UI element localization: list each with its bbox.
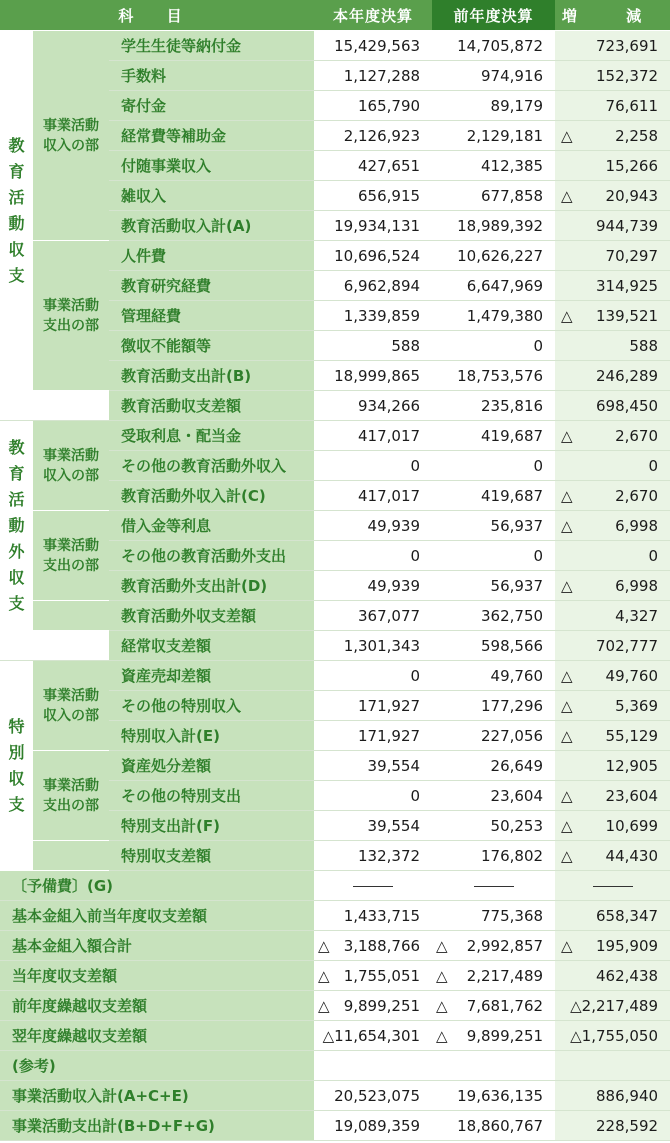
- value-previous: 14,705,872: [432, 31, 555, 61]
- value-current: 49,939: [314, 511, 432, 541]
- value-change: △ 49,760: [555, 661, 670, 691]
- table-row: [0, 511, 670, 541]
- value-change: △2,217,489: [555, 991, 670, 1021]
- value-current: 1,301,343: [314, 631, 432, 661]
- row-label: 翌年度繰越収支差額: [0, 1021, 314, 1051]
- value-previous: △ 9,899,251: [432, 1021, 555, 1051]
- row-label: 資産処分差額: [109, 751, 314, 781]
- value-current: 10,696,524: [314, 241, 432, 271]
- value-current: 19,089,359: [314, 1111, 432, 1141]
- section-edu: 教 育 活 動 収 支: [0, 31, 33, 391]
- row-label: 管理経費: [109, 301, 314, 331]
- row-label: 〔予備費〕(G): [0, 871, 314, 901]
- header-previous: 前年度決算: [432, 0, 555, 31]
- value-previous: 0: [432, 541, 555, 571]
- value-current: 6,962,894: [314, 271, 432, 301]
- row-label: 寄付金: [109, 91, 314, 121]
- value-current: [314, 871, 432, 901]
- value-change: △ 2,258: [555, 121, 670, 151]
- value-current: 15,429,563: [314, 31, 432, 61]
- row-label: 雑収入: [109, 181, 314, 211]
- value-previous: 18,989,392: [432, 211, 555, 241]
- table-row: [0, 931, 670, 961]
- value-previous: [432, 871, 555, 901]
- group-nonedu-expense: 事業活動 支出の部: [33, 511, 109, 601]
- group-special-income: 事業活動 収入の部: [33, 661, 109, 751]
- value-change: △ 10,699: [555, 811, 670, 841]
- value-change: 886,940: [555, 1081, 670, 1111]
- value-current: △ 1,755,051: [314, 961, 432, 991]
- header-current: 本年度決算: [314, 0, 432, 31]
- value-change: △ 2,670: [555, 481, 670, 511]
- value-change: 944,739: [555, 211, 670, 241]
- value-previous: 227,056: [432, 721, 555, 751]
- value-current: 656,915: [314, 181, 432, 211]
- row-label: 当年度収支差額: [0, 961, 314, 991]
- value-previous: 2,129,181: [432, 121, 555, 151]
- group-nonedu-income: 事業活動 収入の部: [33, 421, 109, 511]
- value-current: 39,554: [314, 811, 432, 841]
- value-change: 723,691: [555, 31, 670, 61]
- value-change: 702,777: [555, 631, 670, 661]
- value-current: 0: [314, 541, 432, 571]
- value-change: 15,266: [555, 151, 670, 181]
- value-change: △ 20,943: [555, 181, 670, 211]
- value-change: 76,611: [555, 91, 670, 121]
- value-previous: 974,916: [432, 61, 555, 91]
- value-change: 70,297: [555, 241, 670, 271]
- value-previous: 19,636,135: [432, 1081, 555, 1111]
- row-label: 基本金組入額合計: [0, 931, 314, 961]
- value-previous: 18,753,576: [432, 361, 555, 391]
- row-label: 特別収入計(E): [109, 721, 314, 751]
- value-current: 1,433,715: [314, 901, 432, 931]
- value-previous: 775,368: [432, 901, 555, 931]
- value-previous: △ 2,992,857: [432, 931, 555, 961]
- value-current: 165,790: [314, 91, 432, 121]
- value-current: 49,939: [314, 571, 432, 601]
- table-row: [0, 991, 670, 1021]
- table-row: [0, 241, 670, 271]
- value-change: 314,925: [555, 271, 670, 301]
- value-current: 132,372: [314, 841, 432, 871]
- value-current: 171,927: [314, 691, 432, 721]
- value-previous: 56,937: [432, 511, 555, 541]
- value-previous: △ 7,681,762: [432, 991, 555, 1021]
- value-current: 1,127,288: [314, 61, 432, 91]
- table-row: [0, 1021, 670, 1051]
- row-label: 事業活動支出計(B+D+F+G): [0, 1111, 314, 1141]
- value-previous: 6,647,969: [432, 271, 555, 301]
- value-change: 0: [555, 451, 670, 481]
- value-current: 19,934,131: [314, 211, 432, 241]
- value-current: 367,077: [314, 601, 432, 631]
- value-previous: △ 2,217,489: [432, 961, 555, 991]
- value-previous: 176,802: [432, 841, 555, 871]
- group-special-expense: 事業活動 支出の部: [33, 751, 109, 841]
- value-previous: 235,816: [432, 391, 555, 421]
- group-edu-expense: 事業活動 支出の部: [33, 241, 109, 391]
- row-label: 特別支出計(F): [109, 811, 314, 841]
- value-previous: 18,860,767: [432, 1111, 555, 1141]
- value-change: △ 6,998: [555, 511, 670, 541]
- row-label: 受取利息・配当金: [109, 421, 314, 451]
- value-current: △11,654,301: [314, 1021, 432, 1051]
- value-change: [555, 871, 670, 901]
- value-previous: 0: [432, 331, 555, 361]
- table-row: [0, 1111, 670, 1141]
- value-change: 246,289: [555, 361, 670, 391]
- row-label: 教育活動外収入計(C): [109, 481, 314, 511]
- value-change: △ 2,670: [555, 421, 670, 451]
- row-label: 付随事業収入: [109, 151, 314, 181]
- row-label: 事業活動収入計(A+C+E): [0, 1081, 314, 1111]
- value-change: △ 23,604: [555, 781, 670, 811]
- value-current: 2,126,923: [314, 121, 432, 151]
- value-change: 0: [555, 541, 670, 571]
- value-current: 0: [314, 451, 432, 481]
- value-previous: 598,566: [432, 631, 555, 661]
- value-current: 417,017: [314, 481, 432, 511]
- row-label: 教育活動外収支差額: [109, 601, 314, 631]
- value-change: 588: [555, 331, 670, 361]
- value-previous: 1,479,380: [432, 301, 555, 331]
- value-change: 228,592: [555, 1111, 670, 1141]
- value-change: △ 139,521: [555, 301, 670, 331]
- value-previous: 49,760: [432, 661, 555, 691]
- value-change: △ 6,998: [555, 571, 670, 601]
- table-row: [0, 601, 670, 631]
- value-current: 0: [314, 781, 432, 811]
- value-previous: 89,179: [432, 91, 555, 121]
- row-label: その他の教育活動外支出: [109, 541, 314, 571]
- row-label: 教育活動収支差額: [109, 391, 314, 421]
- value-change: 658,347: [555, 901, 670, 931]
- value-previous: 177,296: [432, 691, 555, 721]
- value-current: △ 9,899,251: [314, 991, 432, 1021]
- row-label: 経常収支差額: [109, 631, 314, 661]
- row-label: 教育活動収入計(A): [109, 211, 314, 241]
- row-label: 借入金等利息: [109, 511, 314, 541]
- row-label: 教育活動外支出計(D): [109, 571, 314, 601]
- value-change: 698,450: [555, 391, 670, 421]
- value-current: 18,999,865: [314, 361, 432, 391]
- table-row: [0, 1081, 670, 1111]
- value-current: 417,017: [314, 421, 432, 451]
- value-current: 39,554: [314, 751, 432, 781]
- row-label: 特別収支差額: [109, 841, 314, 871]
- value-current: 20,523,075: [314, 1081, 432, 1111]
- row-label: その他の教育活動外収入: [109, 451, 314, 481]
- row-label: 教育活動支出計(B): [109, 361, 314, 391]
- value-previous: 23,604: [432, 781, 555, 811]
- table-row: [0, 961, 670, 991]
- row-label: 基本金組入前当年度収支差額: [0, 901, 314, 931]
- header-row: [0, 0, 670, 31]
- group-edu-income: 事業活動 収入の部: [33, 31, 109, 241]
- table-row: [0, 751, 670, 781]
- row-label: 徴収不能額等: [109, 331, 314, 361]
- value-current: 588: [314, 331, 432, 361]
- row-label: 経常費等補助金: [109, 121, 314, 151]
- value-change: △ 195,909: [555, 931, 670, 961]
- value-previous: 56,937: [432, 571, 555, 601]
- row-label: 資産売却差額: [109, 661, 314, 691]
- value-change: △ 44,430: [555, 841, 670, 871]
- table-row: [0, 661, 670, 691]
- table-row: [0, 391, 670, 421]
- table-row: [0, 631, 670, 661]
- value-previous: 362,750: [432, 601, 555, 631]
- row-label: 学生生徒等納付金: [109, 31, 314, 61]
- value-change: △ 55,129: [555, 721, 670, 751]
- value-previous: 419,687: [432, 421, 555, 451]
- section-nonedu: 教 育 活 動 外 収 支: [0, 421, 33, 631]
- value-previous: 0: [432, 451, 555, 481]
- row-label: その他の特別収入: [109, 691, 314, 721]
- value-current: 934,266: [314, 391, 432, 421]
- row-label: 人件費: [109, 241, 314, 271]
- row-label: 手数料: [109, 61, 314, 91]
- value-previous: 419,687: [432, 481, 555, 511]
- row-label: その他の特別支出: [109, 781, 314, 811]
- value-current: 427,651: [314, 151, 432, 181]
- section-special: 特 別 収 支: [0, 661, 33, 871]
- table-row: [0, 871, 670, 901]
- row-label: 前年度繰越収支差額: [0, 991, 314, 1021]
- table-row: [0, 1051, 670, 1081]
- value-current: △ 3,188,766: [314, 931, 432, 961]
- table-row: [0, 841, 670, 871]
- row-label: 教育研究経費: [109, 271, 314, 301]
- value-current: 1,339,859: [314, 301, 432, 331]
- value-current: 171,927: [314, 721, 432, 751]
- value-current: 0: [314, 661, 432, 691]
- table-row: [0, 31, 670, 61]
- header-kamoku: 科 目: [0, 0, 314, 31]
- value-change: △ 5,369: [555, 691, 670, 721]
- value-change: 4,327: [555, 601, 670, 631]
- value-previous: 50,253: [432, 811, 555, 841]
- header-change: 増 減: [555, 0, 670, 31]
- value-previous: 677,858: [432, 181, 555, 211]
- value-previous: 26,649: [432, 751, 555, 781]
- value-change: 462,438: [555, 961, 670, 991]
- value-change: 152,372: [555, 61, 670, 91]
- value-previous: 10,626,227: [432, 241, 555, 271]
- value-previous: 412,385: [432, 151, 555, 181]
- value-change: 12,905: [555, 751, 670, 781]
- table-row: [0, 901, 670, 931]
- table-row: [0, 421, 670, 451]
- value-change: △1,755,050: [555, 1021, 670, 1051]
- row-label: (参考): [0, 1051, 314, 1081]
